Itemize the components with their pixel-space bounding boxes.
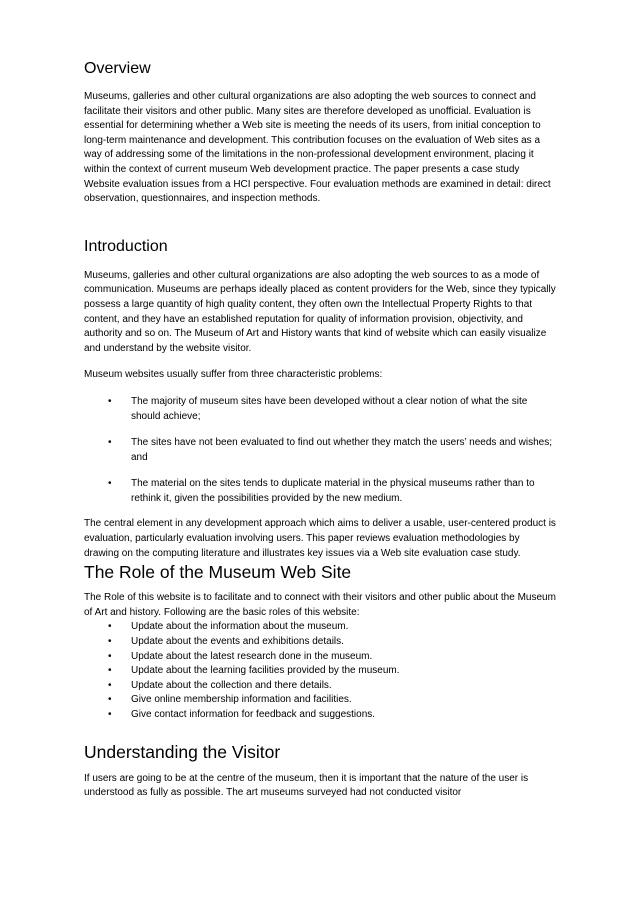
overview-paragraph: Museums, galleries and other cultural organizations are also adopting the web sources to connect and facilitate their visitors and other public. Many sites are therefore developed as unofficial. Evaluation is essential for determining whether a Web site is meeting the needs of its users, from initial conception to long-term maintenance and development. This contribution focuses on the evaluation of Web sites as a way of addressing some of the limitations in the non-professional development environment, placing it within the context of current museum Web development practice. The paper presents a case study Website evaluation issues from a HCI perspective. Four evaluation methods are examined in detail: direct observation, questionnaires, and inspection methods. [84, 91, 551, 205]
bullet-icon: • [108, 694, 112, 706]
list-item-text: Update about the learning facilities provided by the museum. [131, 665, 400, 677]
problems-list [84, 395, 556, 507]
bullet-icon: • [108, 395, 112, 407]
list-item-text: Give contact information for feedback and suggestions. [131, 709, 376, 720]
list-item-text: Update about the events and exhibitions details. [131, 636, 344, 648]
list-item-text: The sites have not been evaluated to find out whether they match the users’ needs and wishes; and [131, 437, 553, 463]
list-item-text: Update about the collection and there details. [131, 679, 332, 691]
bullet-icon: • [108, 665, 112, 677]
introduction-paragraph-2: Museum websites usually suffer from three characteristic problems: [84, 369, 383, 381]
list-item-text: The majority of museum sites have been developed without a clear notion of what the site should achieve; [131, 395, 528, 422]
list-item [84, 395, 556, 424]
bullet-icon: • [108, 636, 112, 648]
list-item [84, 679, 556, 694]
list-item [84, 436, 556, 465]
introduction-paragraph-1: Museums, galleries and other cultural organizations are also adopting the web sources to as a mode of communication. Museums are perhaps ideally placed as content providers for the Web, since they typically possess a large quantity of high quality content, they often own the Intellectual Property Rights to that content, and they have an established reputation for quality of information provision, objectivity, and authority and so on. The Museum of Art and History wants that kind of website which can easily visualize and understand by the website visitor. [84, 269, 556, 354]
document-body [84, 58, 556, 801]
role-paragraph: The Role of this website is to facilitate and to connect with their visitors and other public about the Museum of Art and history. Following are the basic roles of this website: [84, 592, 556, 618]
list-item [84, 664, 556, 679]
bullet-icon: • [108, 650, 112, 662]
list-item [84, 635, 556, 650]
bullet-icon: • [108, 679, 112, 691]
bullet-icon: • [108, 478, 112, 490]
overview-heading: Overview [84, 60, 151, 77]
introduction-heading: Introduction [84, 237, 168, 255]
list-item-text: Give online membership information and facilities. [131, 694, 352, 706]
role-heading: The Role of the Museum Web Site [84, 562, 352, 583]
introduction-paragraph-3: The central element in any development approach which aims to deliver a usable, user-centered product is evaluation, particularly evaluation involving users. This paper reviews evaluation methodologies by drawing on the computing literature and illustrates key issues via a Web site evaluation case study. [84, 518, 556, 559]
list-item-text: The material on the sites tends to duplicate material in the physical museums rather than to rethink it, given the possibilities provided by the new medium. [131, 478, 535, 504]
bullet-icon: • [108, 621, 112, 633]
list-item [84, 708, 556, 723]
visitor-heading: Understanding the Visitor [84, 741, 281, 762]
list-item [84, 650, 556, 665]
list-item [84, 693, 556, 708]
bullet-icon: • [108, 437, 112, 449]
list-item [84, 477, 556, 506]
visitor-paragraph: If users are going to be at the centre of the museum, then it is important that the nature of the user is understood as fully as possible. The art museums surveyed had not conducted visitor [84, 772, 529, 799]
list-item-text: Update about the latest research done in the museum. [131, 650, 373, 662]
list-item-text: Update about the information about the museum. [131, 621, 349, 633]
bullet-icon: • [108, 709, 112, 720]
roles-list [84, 620, 556, 722]
list-item [84, 620, 556, 635]
